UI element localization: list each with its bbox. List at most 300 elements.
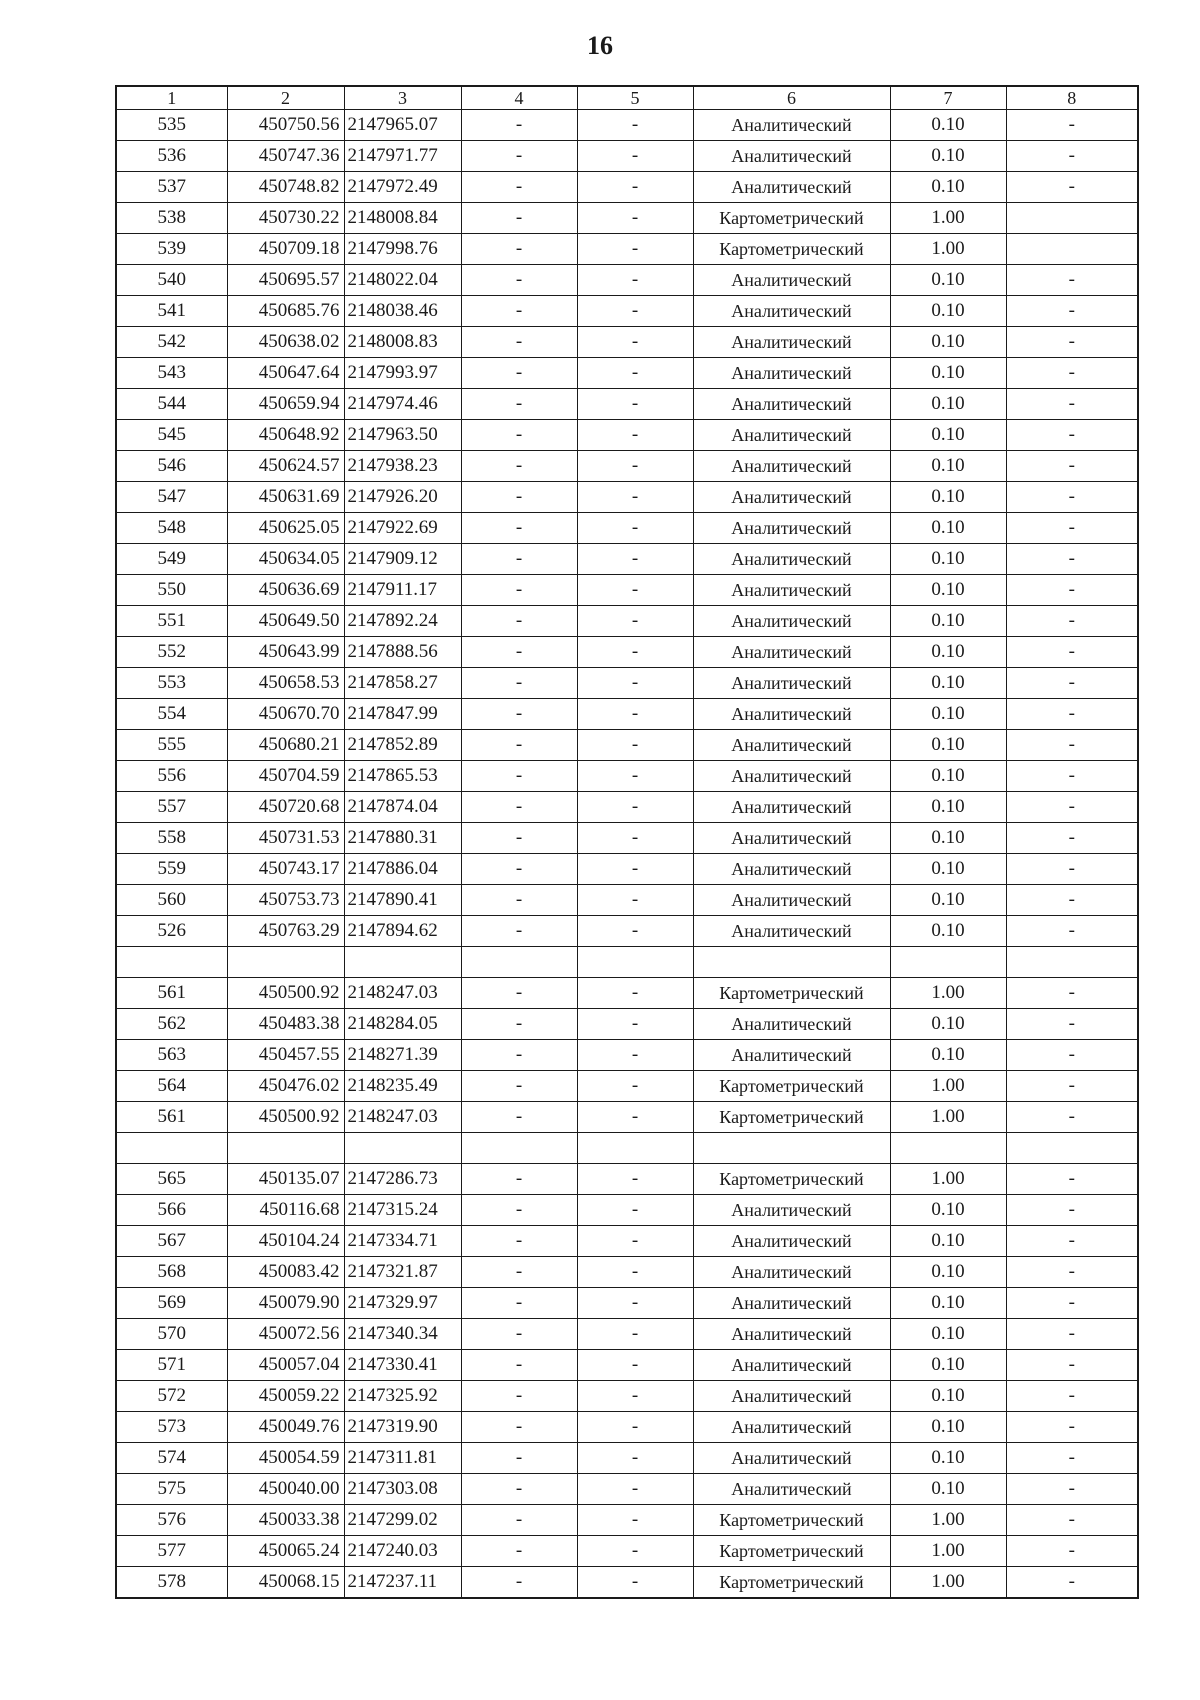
column-5-cell: - [577,1102,693,1133]
column-8-cell: - [1006,1567,1138,1599]
x-coordinate-cell: 450709.18 [227,234,344,265]
column-header: 3 [344,86,461,110]
y-coordinate-cell: 2147926.20 [344,482,461,513]
column-4-cell: - [461,1226,577,1257]
column-4-cell: - [461,978,577,1009]
column-5-cell: - [577,1071,693,1102]
accuracy-cell: 0.10 [890,1319,1006,1350]
column-5-cell: - [577,1226,693,1257]
column-8-cell: - [1006,1412,1138,1443]
method-cell: Аналитический [693,823,890,854]
column-5-cell: - [577,513,693,544]
method-cell: Аналитический [693,854,890,885]
method-cell: Картометрический [693,1071,890,1102]
column-8-cell: - [1006,1536,1138,1567]
column-8-cell: - [1006,1226,1138,1257]
x-coordinate-cell: 450763.29 [227,916,344,947]
accuracy-cell: 0.10 [890,885,1006,916]
y-coordinate-cell: 2148008.83 [344,327,461,358]
table-row [116,544,1138,575]
x-coordinate-cell: 450636.69 [227,575,344,606]
method-cell: Аналитический [693,730,890,761]
column-4-cell: - [461,1102,577,1133]
column-5-cell: - [577,730,693,761]
accuracy-cell: 0.10 [890,1443,1006,1474]
x-coordinate-cell: 450059.22 [227,1381,344,1412]
column-4-cell: - [461,854,577,885]
method-cell: Аналитический [693,1040,890,1071]
method-cell: Аналитический [693,606,890,637]
method-cell: Картометрический [693,203,890,234]
column-8-cell: - [1006,606,1138,637]
x-coordinate-cell: 450057.04 [227,1350,344,1381]
column-5-cell: - [577,1381,693,1412]
column-8-cell: - [1006,172,1138,203]
column-8-cell: - [1006,978,1138,1009]
accuracy-cell: 0.10 [890,1257,1006,1288]
y-coordinate-cell: 2147340.34 [344,1319,461,1350]
point-number-cell [116,947,227,978]
point-number-cell: 561 [116,1102,227,1133]
point-number-cell: 576 [116,1505,227,1536]
y-coordinate-cell: 2147972.49 [344,172,461,203]
table-row [116,761,1138,792]
point-number-cell: 575 [116,1474,227,1505]
x-coordinate-cell: 450649.50 [227,606,344,637]
x-coordinate-cell: 450743.17 [227,854,344,885]
column-8-cell: - [1006,544,1138,575]
column-4-cell: - [461,420,577,451]
column-8-cell: - [1006,1257,1138,1288]
column-8-cell: - [1006,637,1138,668]
table-row [116,389,1138,420]
method-cell: Аналитический [693,513,890,544]
method-cell: Аналитический [693,544,890,575]
column-4-cell: - [461,1567,577,1599]
accuracy-cell: 1.00 [890,1536,1006,1567]
column-header: 4 [461,86,577,110]
column-8-cell [1006,234,1138,265]
point-number-cell: 563 [116,1040,227,1071]
column-5-cell: - [577,358,693,389]
column-4-cell [461,947,577,978]
column-8-cell: - [1006,1381,1138,1412]
column-8-cell: - [1006,1040,1138,1071]
y-coordinate-cell: 2148235.49 [344,1071,461,1102]
accuracy-cell: 1.00 [890,1071,1006,1102]
accuracy-cell: 1.00 [890,203,1006,234]
column-4-cell: - [461,358,577,389]
column-5-cell: - [577,482,693,513]
method-cell [693,947,890,978]
x-coordinate-cell: 450643.99 [227,637,344,668]
point-number-cell: 540 [116,265,227,296]
column-5-cell: - [577,1443,693,1474]
y-coordinate-cell: 2147237.11 [344,1567,461,1599]
column-4-cell: - [461,203,577,234]
x-coordinate-cell: 450065.24 [227,1536,344,1567]
column-4-cell: - [461,544,577,575]
y-coordinate-cell: 2147965.07 [344,110,461,141]
table-row [116,1412,1138,1443]
column-4-cell: - [461,1257,577,1288]
column-4-cell: - [461,389,577,420]
table-row [116,1226,1138,1257]
x-coordinate-cell: 450648.92 [227,420,344,451]
column-5-cell: - [577,854,693,885]
y-coordinate-cell: 2147874.04 [344,792,461,823]
column-8-cell [1006,1133,1138,1164]
accuracy-cell: 0.10 [890,296,1006,327]
column-5-cell: - [577,1412,693,1443]
column-8-cell: - [1006,451,1138,482]
method-cell: Аналитический [693,699,890,730]
table-row [116,916,1138,947]
column-4-cell [461,1133,577,1164]
x-coordinate-cell: 450747.36 [227,141,344,172]
column-8-cell: - [1006,668,1138,699]
column-5-cell: - [577,1505,693,1536]
accuracy-cell: 0.10 [890,420,1006,451]
x-coordinate-cell [227,947,344,978]
page-number: 16 [587,31,613,60]
point-number-cell: 558 [116,823,227,854]
method-cell [693,1133,890,1164]
y-coordinate-cell: 2147311.81 [344,1443,461,1474]
column-5-cell: - [577,327,693,358]
column-4-cell: - [461,792,577,823]
method-cell: Аналитический [693,637,890,668]
x-coordinate-cell: 450500.92 [227,978,344,1009]
point-number-cell: 564 [116,1071,227,1102]
accuracy-cell: 0.10 [890,1226,1006,1257]
table-row [116,1102,1138,1133]
y-coordinate-cell: 2148247.03 [344,978,461,1009]
method-cell: Аналитический [693,451,890,482]
y-coordinate-cell: 2147858.27 [344,668,461,699]
method-cell: Аналитический [693,141,890,172]
column-8-cell: - [1006,854,1138,885]
x-coordinate-cell: 450631.69 [227,482,344,513]
column-5-cell: - [577,234,693,265]
column-8-cell: - [1006,358,1138,389]
point-number-cell: 551 [116,606,227,637]
point-number-cell: 554 [116,699,227,730]
y-coordinate-cell: 2147922.69 [344,513,461,544]
method-cell: Картометрический [693,1567,890,1599]
column-5-cell: - [577,792,693,823]
method-cell: Аналитический [693,761,890,792]
accuracy-cell: 0.10 [890,575,1006,606]
accuracy-cell: 1.00 [890,978,1006,1009]
x-coordinate-cell: 450750.56 [227,110,344,141]
column-5-cell: - [577,296,693,327]
accuracy-cell: 1.00 [890,234,1006,265]
point-number-cell: 561 [116,978,227,1009]
point-number-cell: 572 [116,1381,227,1412]
table-row [116,327,1138,358]
x-coordinate-cell: 450695.57 [227,265,344,296]
method-cell: Аналитический [693,482,890,513]
y-coordinate-cell: 2147299.02 [344,1505,461,1536]
y-coordinate-cell: 2148008.84 [344,203,461,234]
x-coordinate-cell: 450731.53 [227,823,344,854]
table-row [116,1505,1138,1536]
column-8-cell: - [1006,916,1138,947]
column-4-cell: - [461,823,577,854]
column-4-cell: - [461,1412,577,1443]
table-header-row [116,86,1138,110]
y-coordinate-cell: 2147971.77 [344,141,461,172]
column-header: 2 [227,86,344,110]
column-8-cell [1006,203,1138,234]
y-coordinate-cell: 2147894.62 [344,916,461,947]
y-coordinate-cell: 2147319.90 [344,1412,461,1443]
column-5-cell: - [577,141,693,172]
column-5-cell: - [577,575,693,606]
method-cell: Аналитический [693,296,890,327]
column-4-cell: - [461,1381,577,1412]
method-cell: Картометрический [693,978,890,1009]
column-5-cell: - [577,1040,693,1071]
accuracy-cell: 0.10 [890,916,1006,947]
y-coordinate-cell: 2147865.53 [344,761,461,792]
column-4-cell: - [461,327,577,358]
table-row [116,296,1138,327]
column-4-cell: - [461,668,577,699]
table-row [116,1009,1138,1040]
column-4-cell: - [461,482,577,513]
column-5-cell: - [577,1257,693,1288]
point-number-cell: 539 [116,234,227,265]
method-cell: Картометрический [693,234,890,265]
accuracy-cell: 0.10 [890,1009,1006,1040]
column-5-cell: - [577,389,693,420]
column-4-cell: - [461,265,577,296]
table-row [116,730,1138,761]
accuracy-cell: 1.00 [890,1164,1006,1195]
column-5-cell: - [577,916,693,947]
y-coordinate-cell: 2147993.97 [344,358,461,389]
column-4-cell: - [461,141,577,172]
column-4-cell: - [461,1195,577,1226]
method-cell: Аналитический [693,1474,890,1505]
method-cell: Аналитический [693,792,890,823]
table-row [116,172,1138,203]
x-coordinate-cell: 450049.76 [227,1412,344,1443]
column-8-cell: - [1006,1009,1138,1040]
column-4-cell: - [461,172,577,203]
y-coordinate-cell: 2147890.41 [344,885,461,916]
x-coordinate-cell [227,1133,344,1164]
table-row [116,1257,1138,1288]
column-5-cell: - [577,637,693,668]
point-number-cell: 535 [116,110,227,141]
column-4-cell: - [461,1319,577,1350]
accuracy-cell: 0.10 [890,451,1006,482]
point-number-cell: 569 [116,1288,227,1319]
point-number-cell: 526 [116,916,227,947]
point-number-cell: 538 [116,203,227,234]
table-row [116,637,1138,668]
column-5-cell: - [577,1009,693,1040]
table-row [116,1319,1138,1350]
column-8-cell: - [1006,699,1138,730]
column-5-cell: - [577,761,693,792]
column-header: 7 [890,86,1006,110]
x-coordinate-cell: 450638.02 [227,327,344,358]
point-number-cell: 544 [116,389,227,420]
x-coordinate-cell: 450135.07 [227,1164,344,1195]
table-row [116,854,1138,885]
column-5-cell: - [577,110,693,141]
column-5-cell: - [577,1164,693,1195]
point-number-cell: 565 [116,1164,227,1195]
column-4-cell: - [461,885,577,916]
accuracy-cell: 0.10 [890,265,1006,296]
column-4-cell: - [461,1474,577,1505]
y-coordinate-cell [344,1133,461,1164]
y-coordinate-cell: 2148022.04 [344,265,461,296]
column-4-cell: - [461,1536,577,1567]
column-8-cell: - [1006,1319,1138,1350]
table-row [116,451,1138,482]
accuracy-cell: 0.10 [890,1381,1006,1412]
column-8-cell: - [1006,1474,1138,1505]
column-8-cell: - [1006,1505,1138,1536]
method-cell: Аналитический [693,1226,890,1257]
y-coordinate-cell: 2147321.87 [344,1257,461,1288]
point-number-cell: 548 [116,513,227,544]
x-coordinate-cell: 450625.05 [227,513,344,544]
table-row [116,1474,1138,1505]
method-cell: Аналитический [693,110,890,141]
point-number-cell: 559 [116,854,227,885]
x-coordinate-cell: 450658.53 [227,668,344,699]
method-cell: Аналитический [693,265,890,296]
table-row [116,575,1138,606]
point-number-cell: 542 [116,327,227,358]
column-4-cell: - [461,1443,577,1474]
column-5-cell [577,947,693,978]
y-coordinate-cell: 2147330.41 [344,1350,461,1381]
x-coordinate-cell: 450033.38 [227,1505,344,1536]
coordinates-table [115,85,1139,1599]
column-8-cell [1006,947,1138,978]
y-coordinate-cell: 2148247.03 [344,1102,461,1133]
method-cell: Аналитический [693,172,890,203]
point-number-cell [116,1133,227,1164]
column-5-cell: - [577,1319,693,1350]
table-row [116,1164,1138,1195]
column-8-cell: - [1006,761,1138,792]
column-4-cell: - [461,1164,577,1195]
table-row [116,234,1138,265]
table-row [116,265,1138,296]
y-coordinate-cell: 2147938.23 [344,451,461,482]
x-coordinate-cell: 450753.73 [227,885,344,916]
column-8-cell: - [1006,1102,1138,1133]
y-coordinate-cell: 2148271.39 [344,1040,461,1071]
y-coordinate-cell: 2147886.04 [344,854,461,885]
column-header: 1 [116,86,227,110]
x-coordinate-cell: 450104.24 [227,1226,344,1257]
column-8-cell: - [1006,730,1138,761]
method-cell: Аналитический [693,420,890,451]
column-8-cell: - [1006,823,1138,854]
y-coordinate-cell: 2148038.46 [344,296,461,327]
x-coordinate-cell: 450457.55 [227,1040,344,1071]
method-cell: Картометрический [693,1505,890,1536]
table-row [116,482,1138,513]
method-cell: Аналитический [693,1257,890,1288]
point-number-cell: 571 [116,1350,227,1381]
point-number-cell: 557 [116,792,227,823]
method-cell: Аналитический [693,1195,890,1226]
point-number-cell: 553 [116,668,227,699]
table-row [116,513,1138,544]
y-coordinate-cell: 2147911.17 [344,575,461,606]
y-coordinate-cell: 2147892.24 [344,606,461,637]
accuracy-cell [890,1133,1006,1164]
column-8-cell: - [1006,1443,1138,1474]
point-number-cell: 547 [116,482,227,513]
accuracy-cell: 0.10 [890,1412,1006,1443]
accuracy-cell: 0.10 [890,730,1006,761]
point-number-cell: 578 [116,1567,227,1599]
x-coordinate-cell: 450730.22 [227,203,344,234]
x-coordinate-cell: 450072.56 [227,1319,344,1350]
column-8-cell: - [1006,885,1138,916]
x-coordinate-cell: 450068.15 [227,1567,344,1599]
column-header: 5 [577,86,693,110]
accuracy-cell: 1.00 [890,1102,1006,1133]
column-8-cell: - [1006,513,1138,544]
method-cell: Аналитический [693,1443,890,1474]
column-5-cell: - [577,1567,693,1599]
y-coordinate-cell: 2147998.76 [344,234,461,265]
column-5-cell: - [577,668,693,699]
column-4-cell: - [461,916,577,947]
table-row [116,420,1138,451]
point-number-cell: 560 [116,885,227,916]
table-row [116,947,1138,978]
column-8-cell: - [1006,575,1138,606]
y-coordinate-cell: 2147880.31 [344,823,461,854]
column-4-cell: - [461,761,577,792]
point-number-cell: 555 [116,730,227,761]
method-cell: Аналитический [693,1350,890,1381]
column-4-cell: - [461,1040,577,1071]
x-coordinate-cell: 450483.38 [227,1009,344,1040]
table-body [116,110,1138,1599]
table-row [116,885,1138,916]
point-number-cell: 567 [116,1226,227,1257]
column-5-cell: - [577,451,693,482]
column-5-cell: - [577,606,693,637]
column-5-cell: - [577,1350,693,1381]
column-5-cell: - [577,172,693,203]
y-coordinate-cell: 2147329.97 [344,1288,461,1319]
accuracy-cell: 0.10 [890,699,1006,730]
column-8-cell: - [1006,1195,1138,1226]
method-cell: Картометрический [693,1164,890,1195]
accuracy-cell: 0.10 [890,110,1006,141]
column-5-cell: - [577,544,693,575]
x-coordinate-cell: 450670.70 [227,699,344,730]
column-4-cell: - [461,730,577,761]
x-coordinate-cell: 450659.94 [227,389,344,420]
